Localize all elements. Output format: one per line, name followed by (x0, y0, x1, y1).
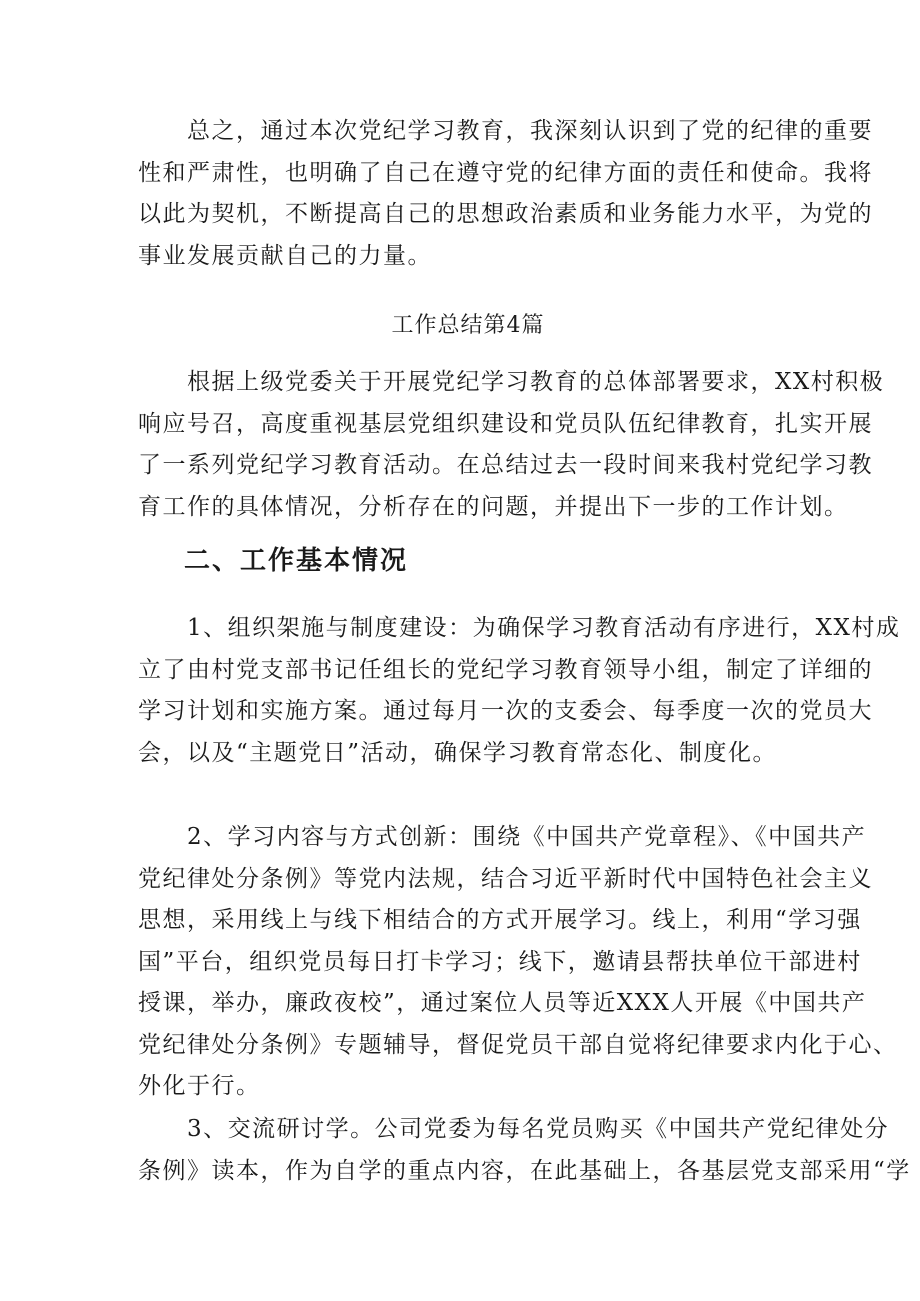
paragraph-line: 以此为契机，不断提高自己的思想政治素质和业务能力水平，为党的 (138, 201, 873, 227)
paragraph-line: 国”平台，组织党员每日打卡学习；线下，邀请县帮扶单位干部进村 (138, 948, 862, 975)
paragraph-line: 授课，举办，廉政夜校”，通过案位人员等近XXX人开展《中国共产 (138, 990, 867, 1016)
paragraph-item-1 (138, 608, 900, 774)
paragraph-line: 党纪律处分条例》等党内法规，结合习近平新时代中国特色社会主义 (138, 865, 873, 892)
paragraph-line: 学习计划和实施方案。通过每月一次的支委会、每季度一次的党员大 (138, 698, 873, 724)
paragraph-line: 响应号召，高度重视基层党组织建设和党员队伍纪律教育，扎实开展 (138, 410, 873, 437)
paragraph-line: 党纪律处分条例》专题辅导，督促党员干部自觉将纪律要求内化于心、 (138, 1031, 898, 1058)
paragraph-line: 会，以及“主题党日”活动，确保学习教育常态化、制度化。 (138, 739, 778, 766)
paragraph-line: 总之，通过本次党纪学习教育，我深刻认识到了党的纪律的重要 (138, 118, 873, 144)
paragraph-line: 根据上级党委关于开展党纪学习教育的总体部署要求，XX村积极 (138, 369, 885, 395)
paragraph-item-2 (138, 817, 898, 1108)
paragraph-item-3 (138, 1109, 911, 1192)
paragraph-line: 3、交流研讨学。公司党委为每名党员购买《中国共产党纪律处分 (138, 1116, 890, 1142)
paragraph-line: 思想，采用线上与线下相结合的方式开展学习。线上，利用“学习强 (138, 907, 862, 933)
paragraph-line: 事业发展贡献自己的力量。 (138, 242, 432, 269)
paragraph-intro (138, 362, 884, 528)
paragraph-line: 外化于行。 (138, 1073, 261, 1099)
paragraph-line: 2、学习内容与方式创新：围绕《中国共产党章程》、《中国共产 (138, 824, 867, 850)
paragraph-line: 育工作的具体情况，分析存在的问题，并提出下一步的工作计划。 (138, 493, 849, 520)
paragraph-line: 了一系列党纪学习教育活动。在总结过去一段时间来我村党纪学习教 (138, 452, 873, 478)
paragraph-line: 立了由村党支部书记任组长的党纪学习教育领导小组，制定了详细的 (138, 656, 873, 683)
paragraph-conclusion (138, 111, 873, 277)
paragraph-line: 条例》读本，作为自学的重点内容，在此基础上，各基层党支部采用“学 (138, 1157, 911, 1184)
section-title: 工作总结第4篇 (391, 313, 545, 338)
heading-basic-situation: 二、工作基本情况 (184, 546, 409, 576)
paragraph-line: 性和严肃性，也明确了自己在遵守党的纪律方面的责任和使命。我将 (138, 159, 873, 186)
paragraph-line: 1、组织架施与制度建设：为确保学习教育活动有序进行，XX村成 (138, 615, 901, 641)
